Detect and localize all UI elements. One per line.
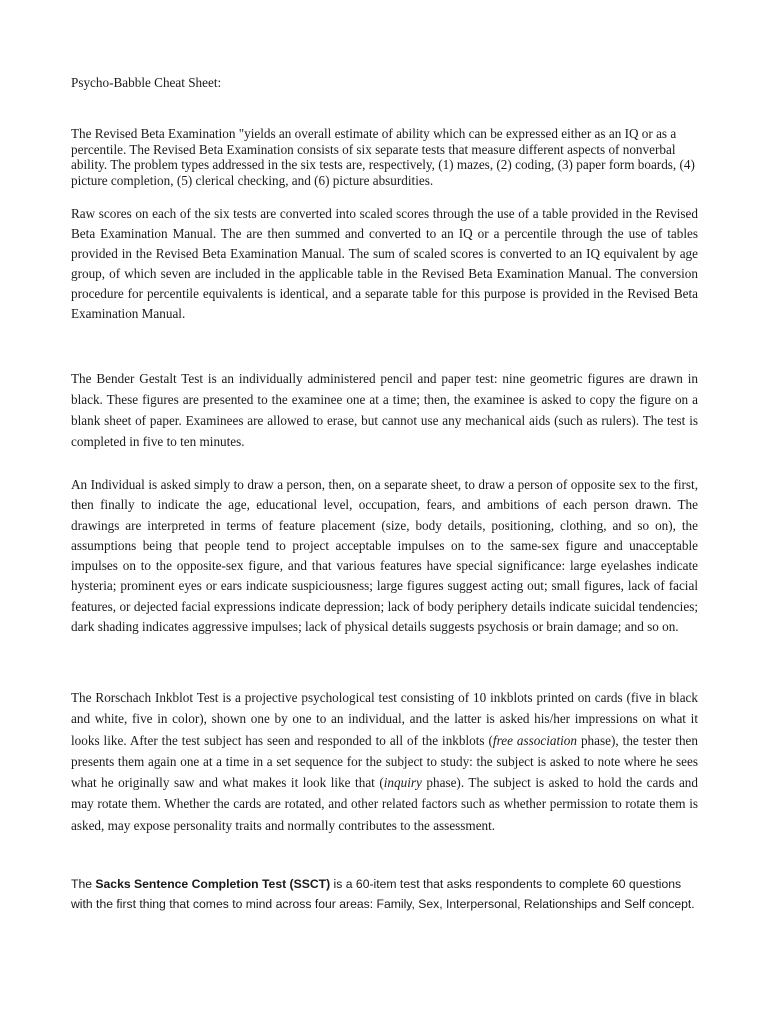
ssct-test-name: Sacks Sentence Completion Test (SSCT) [95,877,331,891]
rorschach-text-1: The Rorschach Inkblot Test is a projective psychological test consisting of 10 inkblots printed on cards (five in black and white, five in color), shown one by one to an individual, and the latter is asked his/her impressions on what it looks like. After the test subject has seen and responded to all of the inkblots ( [71,690,698,748]
free-association-term: free association [492,732,577,748]
inquiry-term: inquiry [383,775,422,791]
ssct-paragraph [71,875,698,914]
rorschach-text-3: phase). The subject is asked to hold the cards and may rotate them. Whether the cards are rotated, and other related factors such as whether permission to rotate them is asked, may expose personality traits and normally contributes to the assessment. [71,775,698,833]
ssct-lead: The [71,877,96,891]
revised-beta-paragraph-2: Raw scores on each of the six tests are converted into scaled scores through the use of a table provided in the Revised Beta Examination Manual. The are then summed and converted to an IQ or a percentile through the use of tables provided in the Revised Beta Examination Manual. The sum of scaled scores is converted to an IQ equivalent by age group, of which seven are included in the applicable table in the Revised Beta Examination Manual. The conversion procedure for percentile equivalents is identical, and a separate table for this purpose is provided in the Revised Beta Examination Manual. [71,206,698,322]
rorschach-text-2: phase), the tester then presents them again one at a time in a set sequence for the subject to study: the subject is asked to note where he sees what he originally saw and what makes it look like that ( [71,732,698,791]
bender-gestalt-paragraph: The Bender Gestalt Test is an individually administered pencil and paper test: nine geometric figures are drawn in black. These figures are presented to the examinee one at a time; then, the examinee is asked to copy the figure on a blank sheet of paper. Examinees are allowed to erase, but cannot use any mechanical aids (such as rulers). The test is completed in five to ten minutes. [71,371,698,450]
draw-a-person-paragraph: An Individual is asked simply to draw a person, then, on a separate sheet, to draw a person of opposite sex to the first, then finally to indicate the age, educational level, occupation, fears, and ambitions of each person drawn. The drawings are interpreted in terms of feature placement (size, body details, positioning, clothing, and so on), the assumptions being that people tend to project acceptable impulses on to the same-sex figure and unacceptable impulses on to the opposite-sex figure, and that various features have special significance: large eyelashes indicate hysteria; prominent eyes or ears indicate suspiciousness; large figures suggest acting out; small figures, lack of facial features, or dejected facial expressions indicate depression; lack of body periphery details indicate suicidal tendencies; dark shading indicates aggressive impulses; lack of physical details suggests psychosis or brain damage; and so on. [71,477,698,635]
revised-beta-paragraph-1: The Revised Beta Examination "yields an overall estimate of ability which can be expressed either as an IQ or as a percentile. The Revised Beta Examination consists of six separate tests that measure different aspects of nonverbal ability. The problem types addressed in the six tests are, respectively, (1) mazes, (2) coding, (3) paper form boards, (4) picture completion, (5) clerical checking, and (6) picture absurdities. [71,126,695,188]
ssct-text: is a 60-item test that asks respondents to complete 60 questions with the first thing that comes to mind across four areas: Family, Sex, Interpersonal, Relationships and Self concept. [71,877,695,911]
rorschach-paragraph [71,687,698,836]
document-title: Psycho-Babble Cheat Sheet: [71,75,222,90]
